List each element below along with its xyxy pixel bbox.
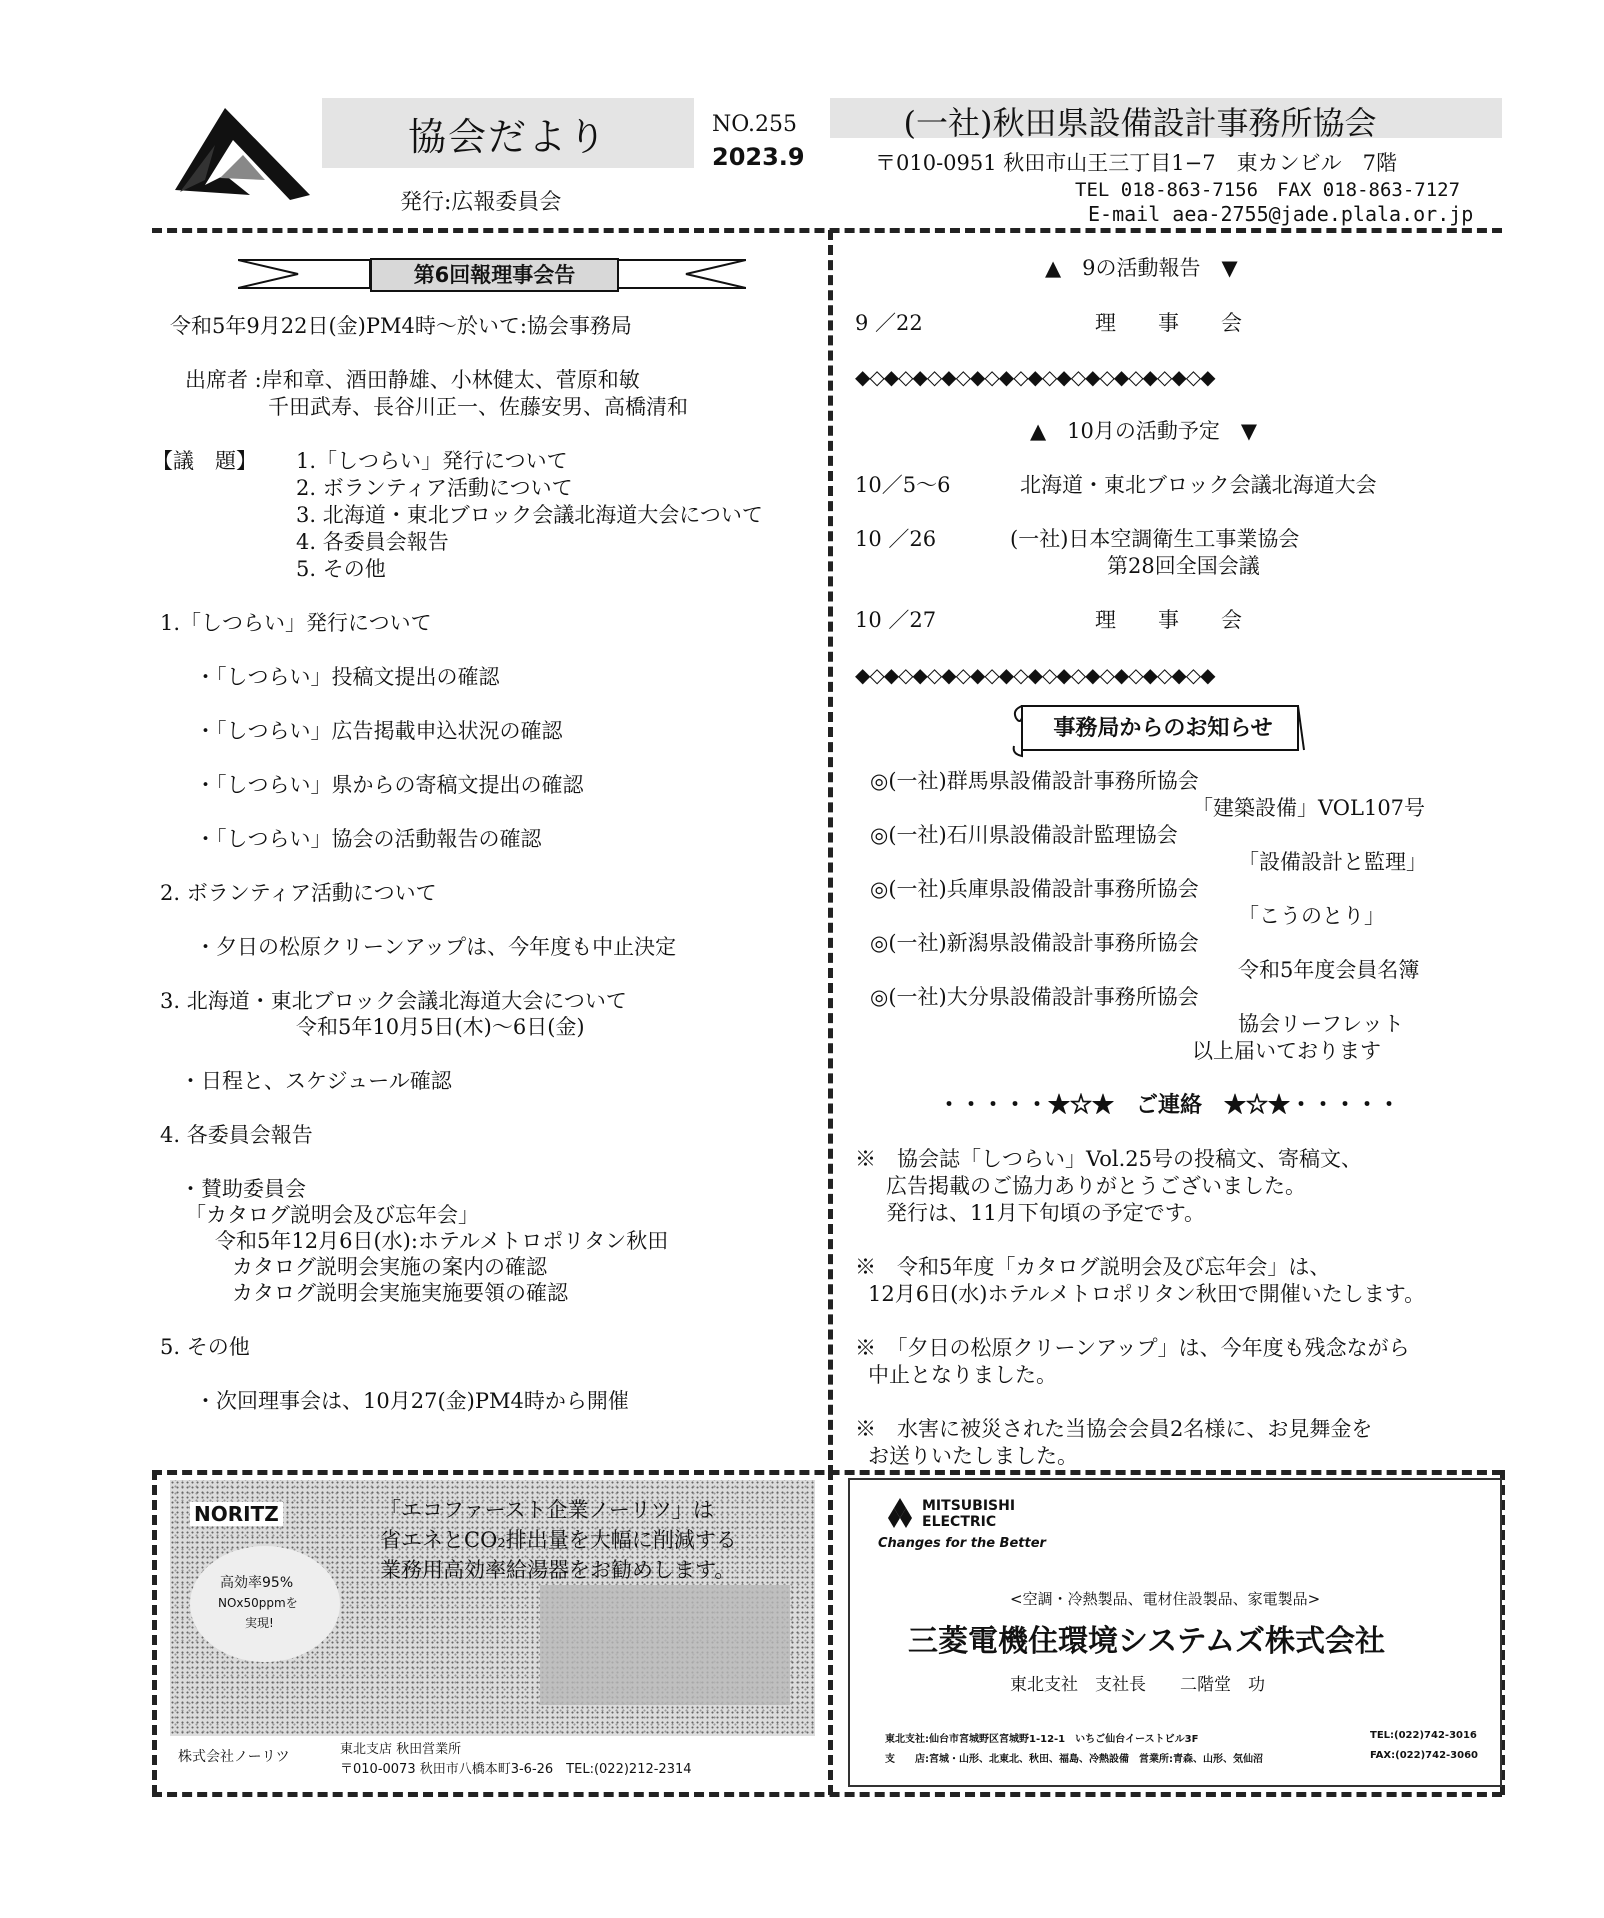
org-name: (一社)秋田県設備設計事務所協会: [903, 104, 1377, 142]
mitsubishi-company: 三菱電機住環境システムズ株式会社: [908, 1624, 1385, 1659]
section-heading: 5. その他: [160, 1335, 250, 1359]
noritz-ad: [170, 1480, 815, 1780]
section-item: ・賛助委員会: [180, 1177, 306, 1201]
received-footer: 以上届いております: [1192, 1039, 1381, 1063]
mitsubishi-fax: FAX:(022)742-3060: [1370, 1750, 1479, 1761]
section-item: ・「しつらい」広告掲載申込状況の確認: [195, 719, 563, 743]
received-item: 「設備設計と監理」: [1238, 850, 1427, 874]
attendees-line2: 千田武寿、長谷川正一、佐藤安男、高橋清和: [268, 395, 688, 419]
diamond-divider: ◆◇◆◇◆◇◆◇◆◇◆◇◆◇◆◇◆◇◆◇◆◇◆◇◆: [855, 365, 1215, 389]
section-item: 令和5年12月6日(水):ホテルメトロポリタン秋田: [215, 1229, 669, 1253]
noritz-tagline: 業務用高効率給湯器をお勧めします。: [380, 1558, 736, 1582]
diamond-divider: ◆◇◆◇◆◇◆◇◆◇◆◇◆◇◆◇◆◇◆◇◆◇◆◇◆: [855, 663, 1215, 687]
agenda-label: 【議 題】: [152, 449, 257, 473]
column-divider: [828, 230, 833, 1475]
plan-heading: ▲ 10月の活動予定 ▼: [1030, 419, 1258, 443]
received-org: ◎(一社)石川県設備設計監理協会: [870, 823, 1178, 847]
section-item: ・「しつらい」県からの寄稿文提出の確認: [195, 773, 584, 797]
contact-line: ※ 水害に被災された当協会会員2名様に、お見舞金を: [855, 1417, 1373, 1441]
agenda-item: 4. 各委員会報告: [296, 530, 449, 554]
report-date: 9 ／22: [855, 311, 923, 335]
received-org: ◎(一社)大分県設備設計事務所協会: [870, 985, 1199, 1009]
agenda-item: 3. 北海道・東北ブロック会議北海道大会について: [296, 503, 763, 527]
received-org: ◎(一社)兵庫県設備設計事務所協会: [870, 877, 1199, 901]
agenda-item: 5. その他: [296, 557, 386, 581]
plan-item: 北海道・東北ブロック会議北海道大会: [1020, 473, 1377, 497]
section-item: ・次回理事会は、10月27(金)PM4時から開催: [195, 1389, 629, 1413]
section-item: 「カタログ説明会及び忘年会」: [185, 1203, 479, 1227]
agenda-item: 1.「しつらい」発行について: [296, 449, 568, 473]
mitsubishi-slogan: Changes for the Better: [878, 1536, 1046, 1551]
section-heading: 2. ボランティア活動について: [160, 881, 437, 905]
newsletter-title: 協会だより: [407, 115, 608, 159]
mitsubishi-address: 東北支社:仙台市宮城野区宮城野1-12-1 いちご仙台イーストビル3F: [885, 1734, 1199, 1745]
section-heading: 1.「しつらい」発行について: [160, 611, 432, 635]
received-item: 「建築設備」VOL107号: [1192, 796, 1426, 820]
report-item: 理 事 会: [1095, 311, 1242, 335]
notice-heading: 事務局からのお知らせ: [1053, 716, 1273, 741]
noritz-badge-text: NOx50ppmを: [218, 1596, 298, 1610]
org-tel-fax: TEL 018-863-7156 FAX 018-863-7127: [1075, 179, 1461, 201]
section-item: ・「しつらい」投稿文提出の確認: [195, 665, 500, 689]
attendees-line1: 出席者 :岸和章、酒田静雄、小林健太、菅原和敏: [185, 368, 640, 392]
received-item: 令和5年度会員名簿: [1238, 958, 1420, 982]
mitsubishi-products: <空調・冷熱製品、電材住設製品、家電製品>: [1010, 1590, 1321, 1608]
noritz-logo: NORITZ: [190, 1502, 283, 1526]
report-heading: ▲ 9の活動報告 ▼: [1045, 256, 1238, 280]
meeting-banner: 第6回報理事会告: [370, 258, 619, 292]
received-item: 協会リーフレット: [1238, 1012, 1404, 1036]
mitsubishi-branches: 支 店:宮城・山形、北東北、秋田、福島、冷熱設備 営業所:青森、山形、気仙沼: [885, 1754, 1263, 1765]
received-org: ◎(一社)新潟県設備設計事務所協会: [870, 931, 1199, 955]
association-logo: [165, 100, 315, 210]
received-org: ◎(一社)群馬県設備設計事務所協会: [870, 769, 1199, 793]
plan-date: 10 ／26: [855, 527, 937, 551]
noritz-badge-text: 高効率95%: [220, 1575, 294, 1591]
mitsubishi-person: 東北支社 支社長 二階堂 功: [1010, 1675, 1265, 1695]
section-heading: 4. 各委員会報告: [160, 1123, 313, 1147]
mitsubishi-brand: ELECTRIC: [922, 1514, 997, 1530]
issue-date: 2023.9: [712, 143, 805, 171]
noritz-tagline: 省エネとCO₂排出量を大幅に削減する: [380, 1528, 737, 1552]
contact-line: ※ 協会誌「しつらい」Vol.25号の投稿文、寄稿文、: [855, 1147, 1362, 1171]
org-email[interactable]: E-mail aea-2755@jade.plala.or.jp: [1088, 202, 1474, 226]
org-address: 〒010-0951 秋田市山王三丁目1−7 東カンビル 7階: [875, 151, 1397, 175]
contact-line: 広告掲載のご協力ありがとうございました。: [886, 1174, 1306, 1198]
plan-item: (一社)日本空調衛生工事業協会: [1010, 527, 1300, 551]
section-item: ・夕日の松原クリーンアップは、今年度も中止決定: [195, 935, 677, 959]
noritz-badge-text: 実現!: [245, 1616, 274, 1630]
plan-date: 10／5〜6: [855, 473, 951, 497]
section-item: ・「しつらい」協会の活動報告の確認: [195, 827, 542, 851]
plan-item: 理 事 会: [1095, 608, 1242, 632]
section-date: 令和5年10月5日(木)〜6日(金): [296, 1015, 585, 1039]
ad-left-border: [152, 1470, 157, 1795]
agenda-item: 2. ボランティア活動について: [296, 476, 573, 500]
ad-top-border: [152, 1470, 1502, 1475]
contact-line: 12月6日(水)ホテルメトロポリタン秋田で開催いたします。: [868, 1282, 1426, 1306]
section-heading: 3. 北海道・東北ブロック会議北海道大会について: [160, 989, 627, 1013]
section-item: ・日程と、スケジュール確認: [180, 1069, 452, 1093]
header-divider: [152, 228, 1502, 233]
received-item: 「こうのとり」: [1238, 904, 1385, 928]
issue-number: NO.255: [712, 112, 797, 137]
plan-item: 第28回全国会議: [1107, 554, 1260, 578]
contact-line: 中止となりました。: [868, 1363, 1057, 1387]
section-item: カタログ説明会実施実施要領の確認: [232, 1281, 568, 1305]
ad-middle-border: [828, 1470, 833, 1795]
noritz-tagline: 「エコファースト企業ノーリツ」は: [380, 1498, 714, 1522]
ad-bottom-border: [152, 1792, 1502, 1797]
mitsubishi-brand: MITSUBISHI: [922, 1498, 1016, 1514]
contact-line: ※ 令和5年度「カタログ説明会及び忘年会」は、: [855, 1255, 1331, 1279]
mitsubishi-diamonds-logo: [882, 1498, 918, 1534]
plan-date: 10 ／27: [855, 608, 937, 632]
mitsubishi-tel: TEL:(022)742-3016: [1370, 1730, 1477, 1741]
noritz-company: 株式会社ノーリツ: [178, 1749, 290, 1765]
meeting-date: 令和5年9月22日(金)PM4時〜於いて:協会事務局: [170, 314, 632, 338]
noritz-product-image: [540, 1585, 790, 1705]
contact-line: お送りいたしました。: [868, 1444, 1078, 1468]
contact-heading: ・・・・・★☆★ ご連絡 ★☆★・・・・・: [938, 1092, 1401, 1118]
mitsubishi-ad: [848, 1478, 1502, 1787]
contact-line: ※ 「夕日の松原クリーンアップ」は、今年度も残念ながら: [855, 1336, 1410, 1360]
contact-line: 発行は、11月下旬頃の予定です。: [886, 1201, 1206, 1225]
section-item: カタログ説明会実施の案内の確認: [232, 1255, 547, 1279]
publisher: 発行:広報委員会: [400, 190, 562, 215]
noritz-address: 〒010-0073 秋田市八橋本町3-6-26 TEL:(022)212-2314: [340, 1762, 692, 1777]
noritz-branch: 東北支店 秋田営業所: [340, 1742, 462, 1757]
